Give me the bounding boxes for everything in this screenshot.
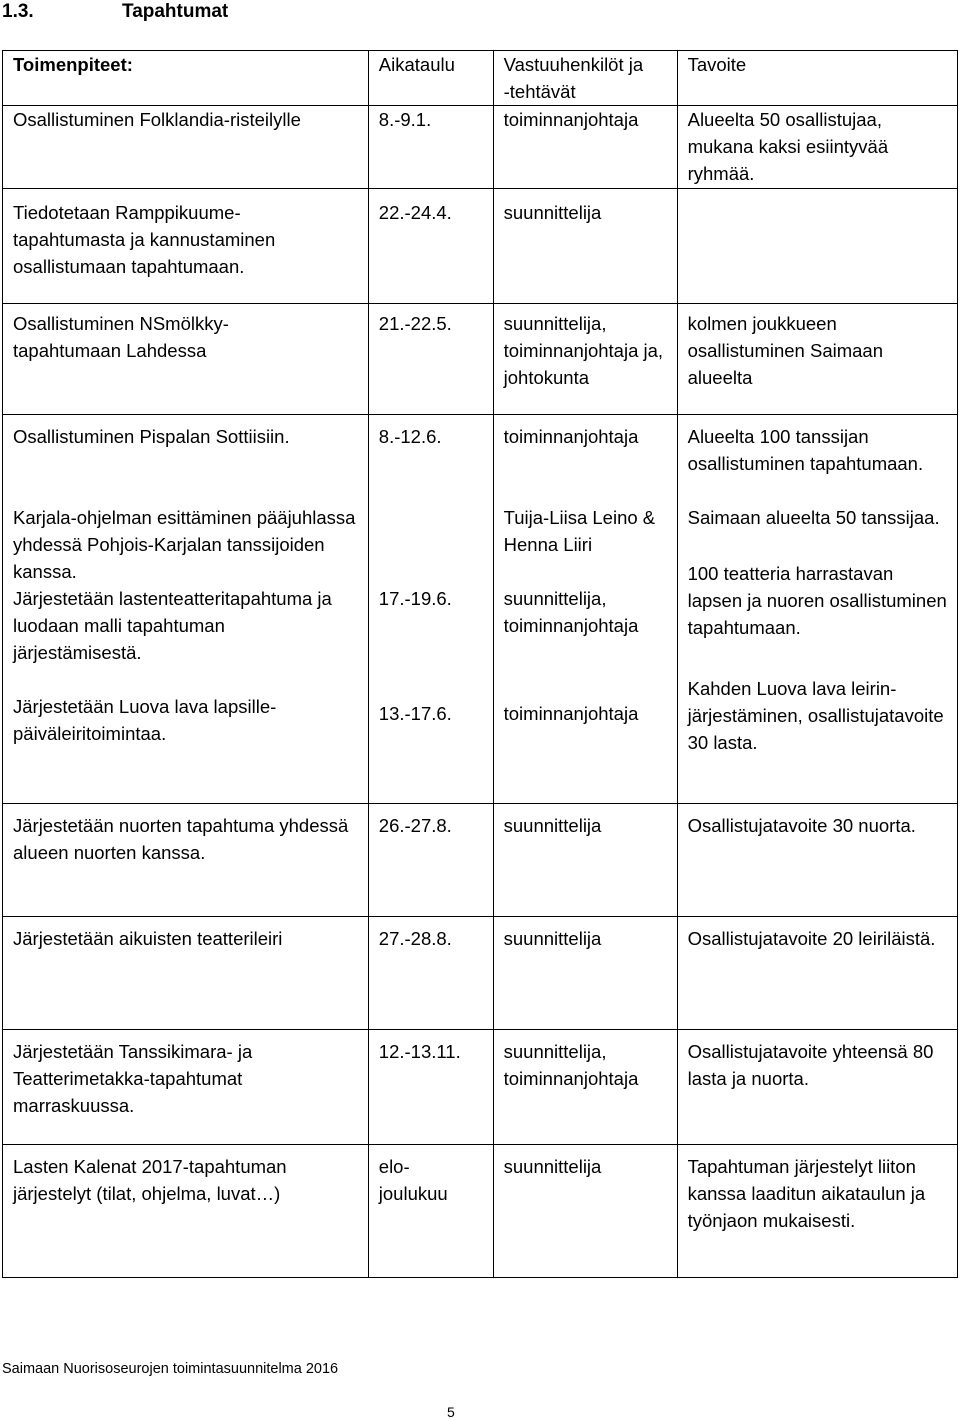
table-header-row xyxy=(3,51,958,106)
goal-cell xyxy=(677,189,957,304)
schedule-block: 17.-19.6. xyxy=(378,588,452,609)
schedule-cell: 27.-28.8. xyxy=(368,917,493,1030)
schedule-cell: elo- joulukuu xyxy=(368,1145,493,1278)
action-cell: Järjestetään nuorten tapahtuma yhdessä alueen nuorten kanssa. xyxy=(3,804,369,917)
header-actions: Toimenpiteet: xyxy=(3,51,369,106)
responsible-cell: suunnittelija xyxy=(493,917,677,1030)
activities-table xyxy=(2,50,958,1278)
action-cell: Järjestetään Tanssikimara- ja Teatterimetakka-tapahtumat marraskuussa. xyxy=(3,1030,369,1145)
goal-block: Kahden Luova lava leirin- järjestäminen, osallistujatavoite 30 lasta. xyxy=(687,678,944,753)
responsible-block: Tuija-Liisa Leino & Henna Liiri xyxy=(503,507,656,555)
responsible-cell: suunnittelija xyxy=(493,804,677,917)
goal-block: 100 teatteria harrastavan lapsen ja nuoren osallistuminen tapahtumaan. xyxy=(687,563,947,638)
header-schedule: Aikataulu xyxy=(368,51,493,106)
responsible-cell: suunnittelija xyxy=(493,1145,677,1278)
table-row xyxy=(3,415,958,804)
goal-cell: Osallistujatavoite yhteensä 80 lasta ja nuorta. xyxy=(677,1030,957,1145)
responsible-block: toiminnanjohtaja xyxy=(503,426,639,447)
header-responsible xyxy=(493,51,677,106)
schedule-cell: 22.-24.4. xyxy=(368,189,493,304)
table-row xyxy=(3,189,958,304)
table-row xyxy=(3,804,958,917)
section-heading xyxy=(2,0,228,24)
schedule-block xyxy=(379,504,483,585)
action-cell: Järjestetään aikuisten teatterileiri xyxy=(3,917,369,1030)
schedule-cell: 8.-9.1. xyxy=(368,106,493,189)
responsible-cell: suunnittelija, toiminnanjohtaja xyxy=(493,1030,677,1145)
table-row xyxy=(3,106,958,189)
responsible-cell: suunnittelija xyxy=(493,189,677,304)
schedule-block: 13.-17.6. xyxy=(378,703,452,724)
table-row xyxy=(3,917,958,1030)
responsible-cell xyxy=(493,415,677,804)
schedule-cell: 12.-13.11. xyxy=(368,1030,493,1145)
schedule-cell: 26.-27.8. xyxy=(368,804,493,917)
action-block: Osallistuminen Pispalan Sottiisiin. xyxy=(13,426,290,447)
goal-block: Saimaan alueelta 50 tanssijaa. xyxy=(687,507,940,528)
header-goal: Tavoite xyxy=(677,51,957,106)
goal-block: Alueelta 100 tanssijan osallistuminen tapahtumaan. xyxy=(687,426,924,474)
goal-cell: kolmen joukkueen osallistuminen Saimaan alueelta xyxy=(677,304,957,415)
section-number: 1.3. xyxy=(2,1,34,22)
goal-cell: Alueelta 50 osallistujaa, mukana kaksi esiintyvää ryhmää. xyxy=(677,106,957,189)
table-row xyxy=(3,304,958,415)
action-block: Karjala-ohjelman esittäminen pääjuhlassa yhdessä Pohjois-Karjalan tanssijoiden kanssa. xyxy=(13,507,356,582)
section-title: Tapahtumat xyxy=(122,1,229,22)
goal-cell xyxy=(677,415,957,804)
responsible-cell: toiminnanjohtaja xyxy=(493,106,677,189)
table-row xyxy=(3,1145,958,1278)
schedule-cell: 21.-22.5. xyxy=(368,304,493,415)
action-block: Järjestetään Luova lava lapsille- päiväleiritoimintaa. xyxy=(13,696,277,744)
goal-cell: Tapahtuman järjestelyt liiton kanssa laaditun aikataulun ja työnjaon mukaisesti. xyxy=(677,1145,957,1278)
goal-cell: Osallistujatavoite 20 leiriläistä. xyxy=(677,917,957,1030)
responsible-block: toiminnanjohtaja xyxy=(503,703,639,724)
page-number: 5 xyxy=(447,1404,455,1420)
action-cell: Osallistuminen Folklandia-risteilylle xyxy=(3,106,369,189)
goal-cell: Osallistujatavoite 30 nuorta. xyxy=(677,804,957,917)
schedule-block: 8.-12.6. xyxy=(378,426,442,447)
table-row xyxy=(3,1030,958,1145)
header-responsible-label: Vastuuhenkilöt ja -tehtävät xyxy=(503,54,644,102)
responsible-cell: suunnittelija, toiminnanjohtaja ja, johtokunta xyxy=(493,304,677,415)
schedule-cell xyxy=(368,415,493,804)
action-cell: Tiedotetaan Ramppikuume- tapahtumasta ja kannustaminen osallistumaan tapahtumaan. xyxy=(3,189,369,304)
document-footer: Saimaan Nuorisoseurojen toimintasuunnitelma 2016 xyxy=(2,1361,339,1377)
action-cell xyxy=(3,415,369,804)
action-block: Järjestetään lastenteatteritapahtuma ja luodaan malli tapahtuman järjestämisestä. xyxy=(13,588,332,663)
action-cell: Lasten Kalenat 2017-tapahtuman järjestelyt (tilat, ohjelma, luvat…) xyxy=(3,1145,369,1278)
action-cell: Osallistuminen NSmölkky- tapahtumaan Lahdessa xyxy=(3,304,369,415)
responsible-block: suunnittelija, toiminnanjohtaja xyxy=(503,588,639,636)
